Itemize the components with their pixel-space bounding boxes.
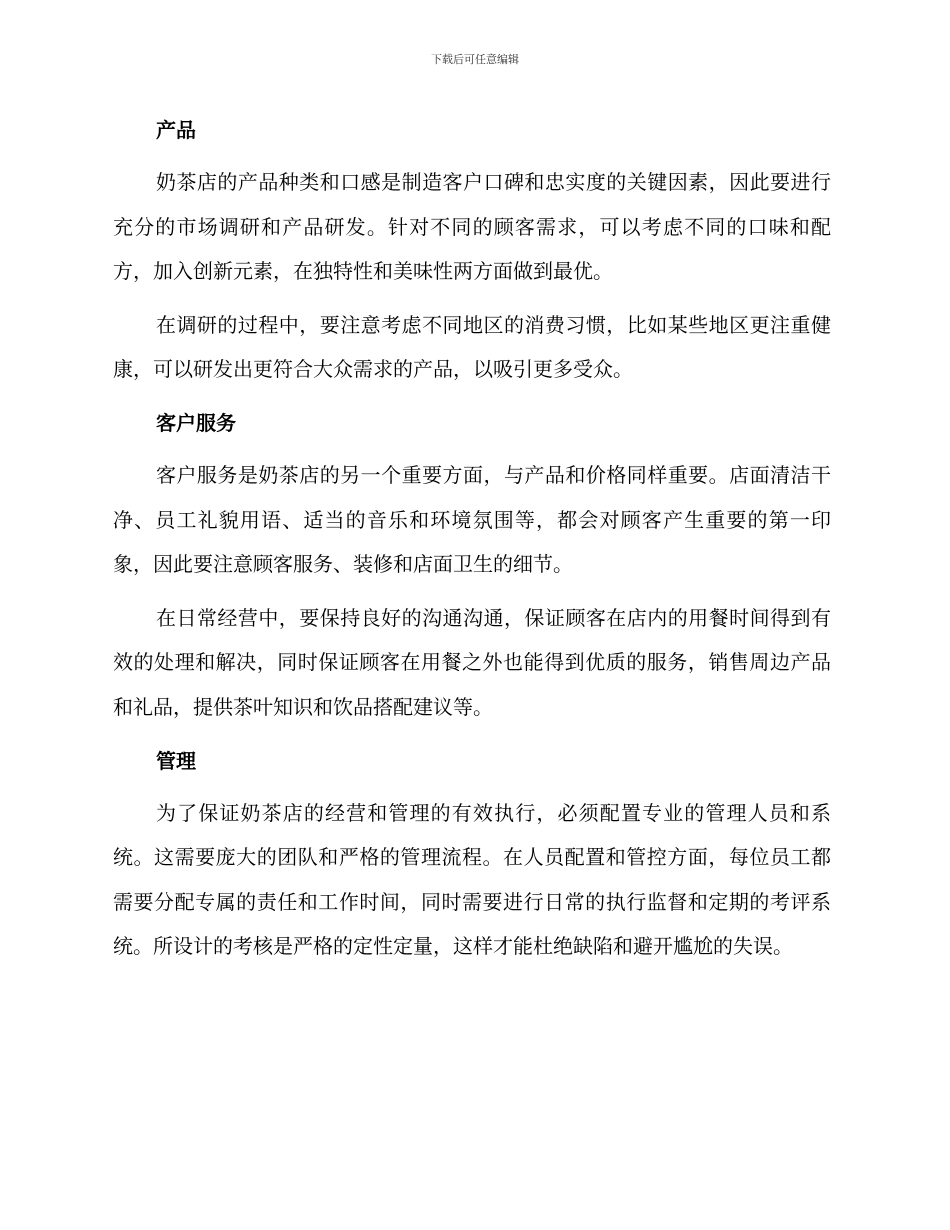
section-customer-service <box>113 401 831 730</box>
section-heading: 管理 <box>156 748 196 773</box>
document-body <box>113 108 831 978</box>
section-heading: 产品 <box>156 118 196 142</box>
paragraph: 奶茶店的产品种类和口感是制造客户口碑和忠实度的关键因素，因此要进行充分的市场调研和产品研发。针对不同的顾客需求，可以考虑不同的口味和配方，加入创新元素，在独特性和美味性两方面做到最优。 <box>113 170 831 284</box>
paragraph: 在调研的过程中，要注意考虑不同地区的消费习惯，比如某些地区更注重健康，可以研发出更符合大众需求的产品，以吸引更多受众。 <box>113 312 831 382</box>
section-management <box>113 739 831 969</box>
paragraph: 客户服务是奶茶店的另一个重要方面，与产品和价格同样重要。店面清洁干净、员工礼貌用语、适当的音乐和环境氛围等，都会对顾客产生重要的第一印象，因此要注意顾客服务、装修和店面卫生的细节。 <box>113 462 831 577</box>
page-header: 下载后可任意编辑 <box>431 53 519 66</box>
section-heading: 客户服务 <box>156 410 236 435</box>
paragraph: 为了保证奶茶店的经营和管理的有效执行，必须配置专业的管理人员和系统。这需要庞大的团队和严格的管理流程。在人员配置和管控方面，每位员工都需要分配专属的责任和工作时间，同时需要进行日常的执行监督和定期的考评系统。所设计的考核是严格的定性定量，这样才能杜绝缺陷和避开尴尬的失误。 <box>113 800 831 959</box>
section-product <box>113 108 831 392</box>
paragraph: 在日常经营中，要保持良好的沟通沟通，保证顾客在店内的用餐时间得到有效的处理和解决，同时保证顾客在用餐之外也能得到优质的服务，销售周边产品和礼品，提供茶叶知识和饮品搭配建议等。 <box>113 605 831 719</box>
